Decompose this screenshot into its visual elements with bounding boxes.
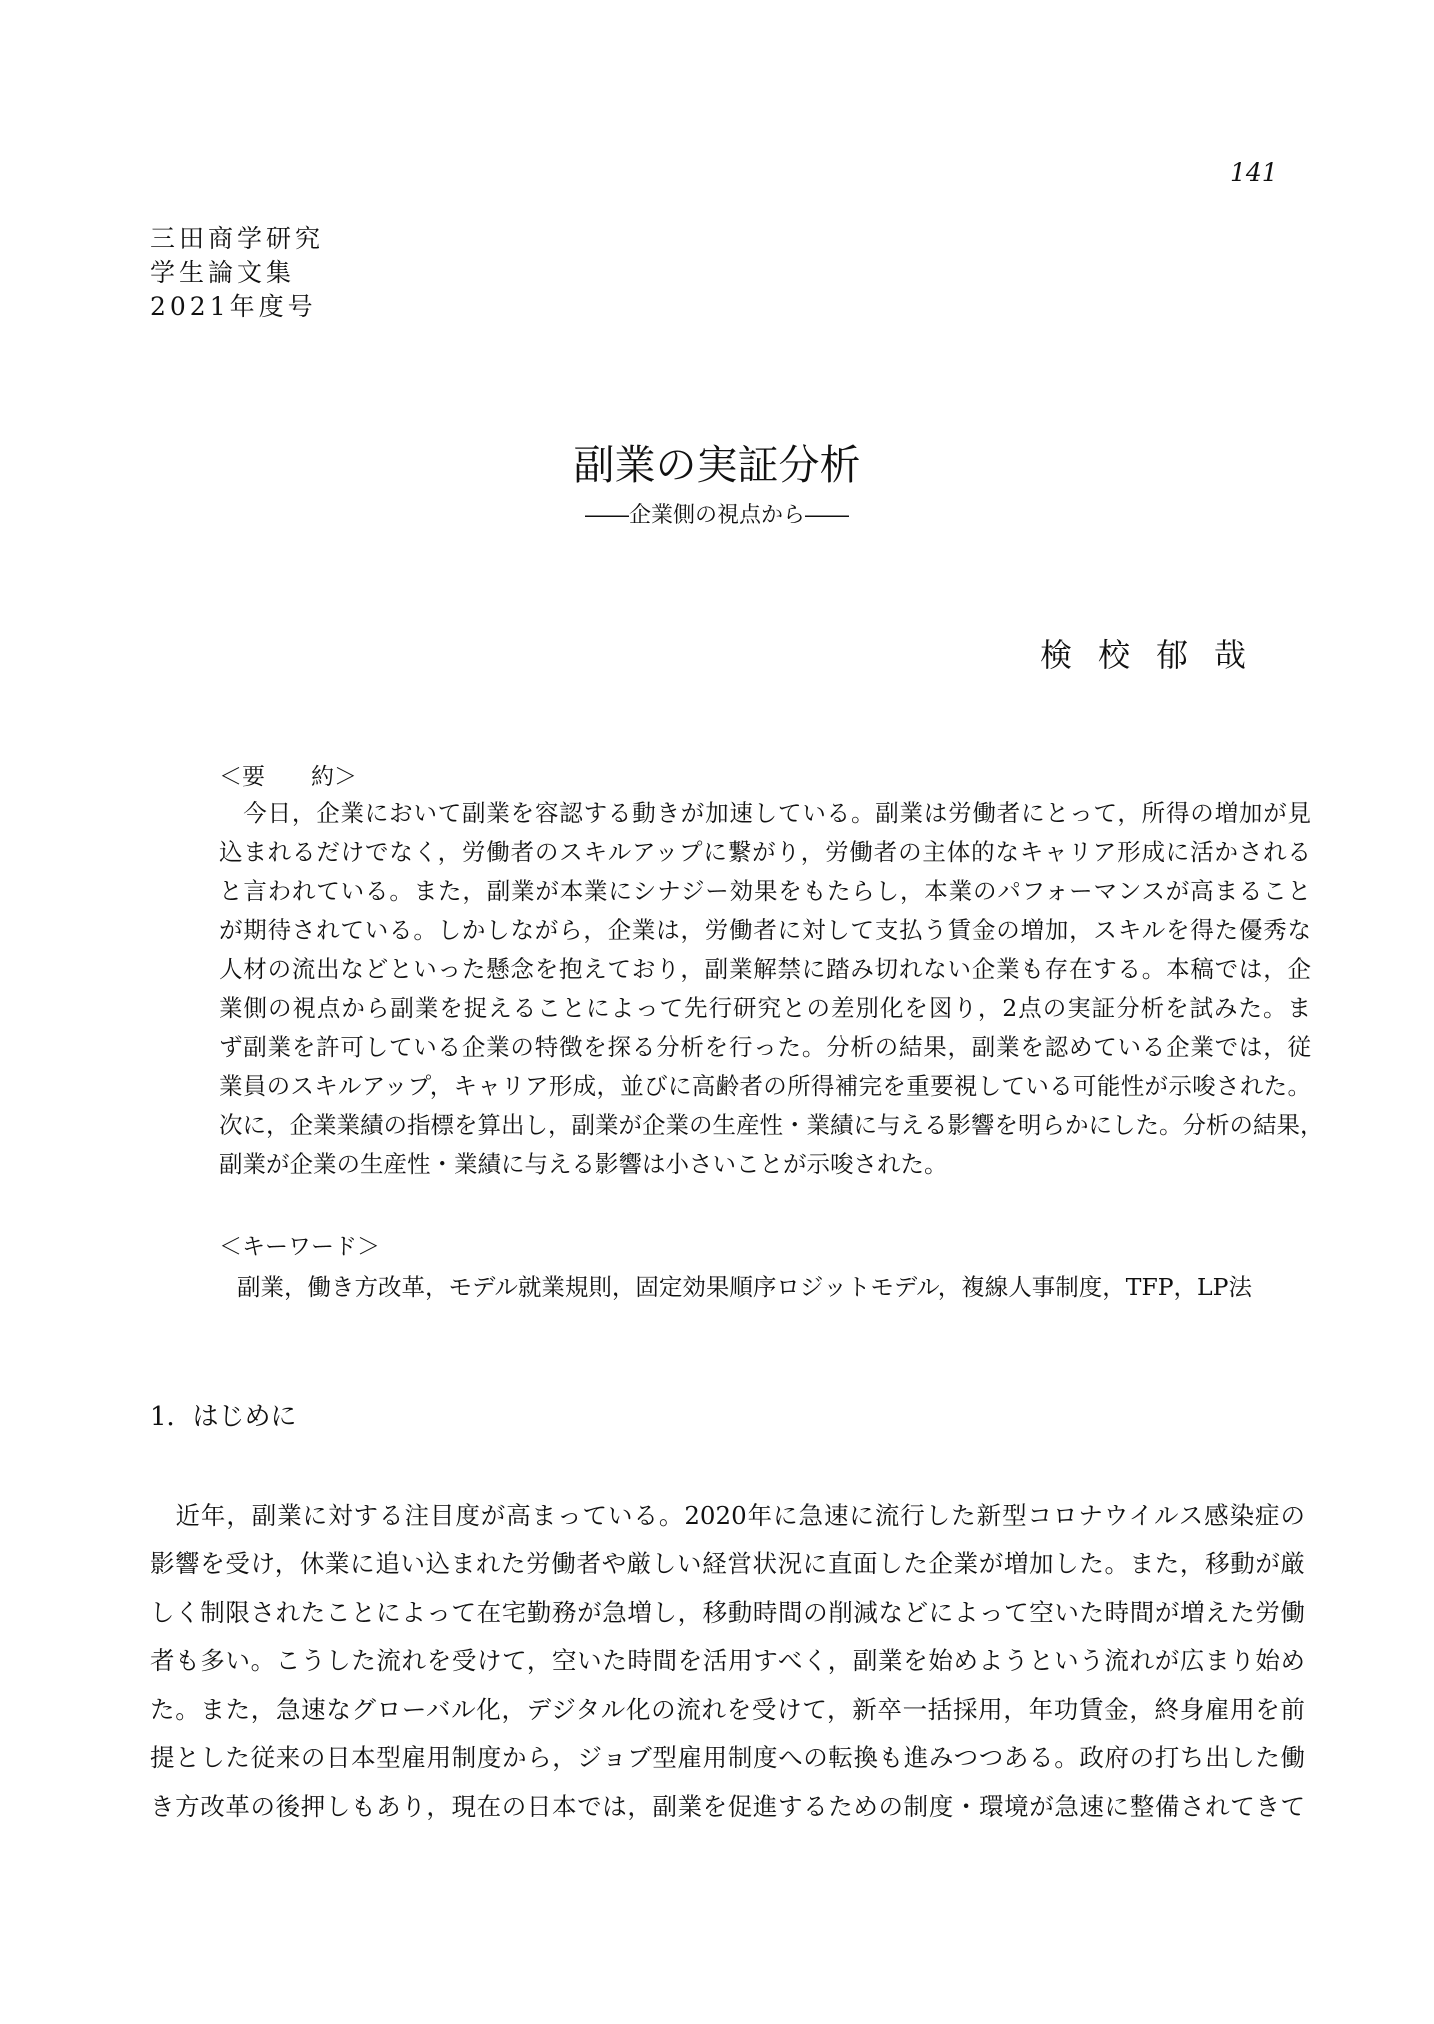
author-name: 検校郁哉 bbox=[1039, 636, 1272, 674]
paper-title: 副業の実証分析 bbox=[573, 441, 861, 489]
body-line: き方改革の後押しもあり，現在の日本では，副業を促進するための制度・環境が急速に整備されてきて bbox=[150, 1792, 1305, 1821]
body-line: 提とした従来の日本型雇用制度から，ジョブ型雇用制度への転換も進みつつある。政府の打ち出した働 bbox=[150, 1743, 1305, 1772]
body-line: た。また，急速なグローバル化，デジタル化の流れを受けて，新卒一括採用，年功賃金，終身雇用を前 bbox=[150, 1695, 1305, 1724]
section-heading: 1．はじめに bbox=[150, 1402, 297, 1432]
abstract-line: 業側の視点から副業を捉えることによって先行研究との差別化を図り，2点の実証分析を試みた。ま bbox=[219, 994, 1311, 1022]
journal-series: 学生論文集 bbox=[150, 258, 296, 287]
abstract-heading: ＜要 約＞ bbox=[219, 764, 357, 790]
abstract-line: 業員のスキルアップ，キャリア形成，並びに高齢者の所得補完を重要視している可能性が示唆された。 bbox=[219, 1072, 1311, 1100]
body-line: しく制限されたことによって在宅勤務が急増し，移動時間の削減などによって空いた時間が増えた労働 bbox=[150, 1598, 1305, 1627]
page-number: 141 bbox=[1230, 158, 1278, 187]
abstract-line: 副業が企業の生産性・業績に与える影響は小さいことが示唆された。 bbox=[219, 1150, 948, 1178]
journal-info bbox=[150, 222, 324, 324]
body-line: 近年，副業に対する注目度が高まっている。2020年に急速に流行した新型コロナウイルス感染症の bbox=[150, 1501, 1305, 1530]
journal-year: 2021年度号 bbox=[150, 292, 317, 321]
abstract-line: 人材の流出などといった懸念を抱えており，副業解禁に踏み切れない企業も存在する。本稿では，企 bbox=[219, 955, 1311, 983]
abstract-line: ず副業を許可している企業の特徴を探る分析を行った。分析の結果，副業を認めている企業では，従 bbox=[219, 1033, 1311, 1061]
journal-name: 三田商学研究 bbox=[150, 224, 325, 253]
body-line: 影響を受け，休業に追い込まれた労働者や厳しい経営状況に直面した企業が増加した。また，移動が厳 bbox=[150, 1549, 1305, 1578]
abstract-line: 次に，企業業績の指標を算出し，副業が企業の生産性・業績に与える影響を明らかにした。分析の結果， bbox=[219, 1111, 1324, 1139]
paper-subtitle: ――企業側の視点から―― bbox=[584, 503, 849, 528]
keywords-heading: ＜キーワード＞ bbox=[219, 1234, 380, 1260]
keywords-list: 副業，働き方改革，モデル就業規則，固定効果順序ロジットモデル，複線人事制度，TFP，LP法 bbox=[237, 1273, 1252, 1301]
abstract-line: 込まれるだけでなく，労働者のスキルアップに繋がり，労働者の主体的なキャリア形成に活かされる bbox=[219, 838, 1311, 866]
abstract-line: と言われている。また，副業が本業にシナジー効果をもたらし，本業のパフォーマンスが高まること bbox=[219, 877, 1311, 905]
abstract-line: が期待されている。しかしながら，企業は，労働者に対して支払う賃金の増加，スキルを得た優秀な bbox=[219, 916, 1311, 944]
body-line: 者も多い。こうした流れを受けて，空いた時間を活用すべく，副業を始めようという流れが広まり始め bbox=[150, 1646, 1305, 1675]
abstract-line: 今日，企業において副業を容認する動きが加速している。副業は労働者にとって，所得の増加が見 bbox=[219, 799, 1311, 827]
